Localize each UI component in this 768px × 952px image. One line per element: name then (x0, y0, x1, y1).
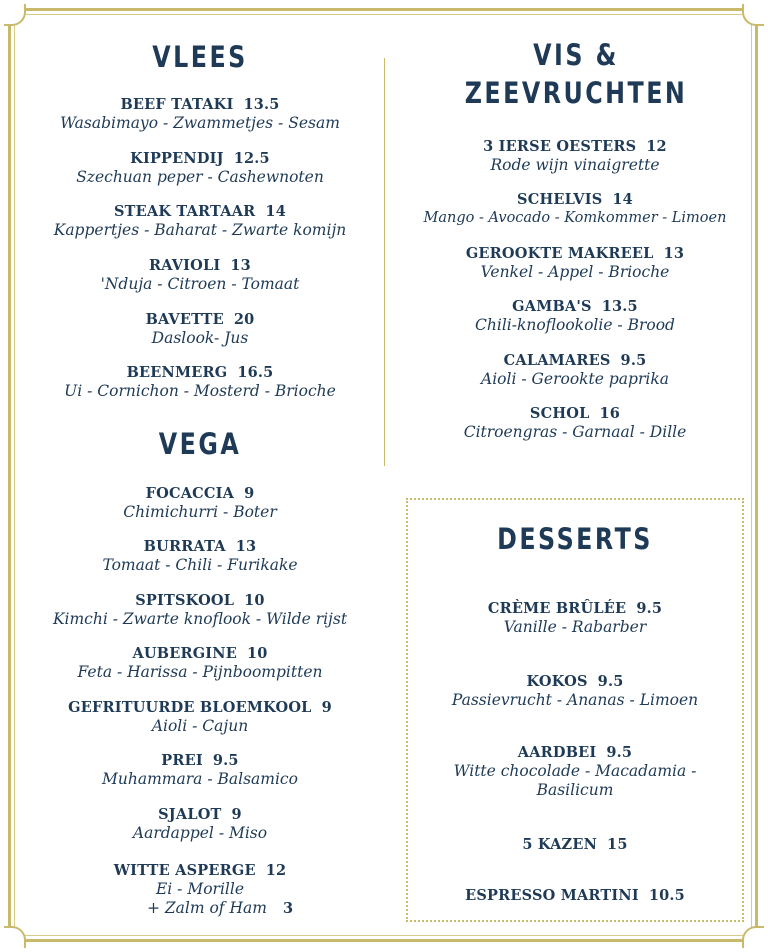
item-description: Kimchi - Zwarte knoflook - Wilde rijst (52, 610, 348, 628)
menu-item (30, 645, 370, 682)
menu-item (410, 836, 740, 854)
menu-item (410, 673, 740, 710)
item-description: Daslook- Jus (151, 329, 249, 347)
item-description: Muhammara - Balsamico (102, 770, 298, 788)
item-price: 9 (321, 699, 332, 716)
menu-item (410, 744, 740, 800)
item-price: 14 (265, 203, 286, 220)
item-description: Rode wijn vinaigrette (490, 156, 660, 174)
menu-item (400, 405, 750, 442)
item-name: GEROOKTE MAKREEL (465, 245, 654, 262)
section-title-desserts: DESSERTS (497, 522, 653, 556)
section-title-vis (437, 36, 716, 112)
menu-item (400, 245, 750, 282)
item-price: 12 (646, 138, 667, 155)
item-name: SCHELVIS (517, 191, 603, 208)
item-price: 9.5 (597, 673, 624, 690)
item-price: 13.5 (243, 96, 280, 113)
item-name: BEENMERG (126, 364, 228, 381)
item-extra (30, 899, 370, 918)
item-name: GEFRITUURDE BLOEMKOOL (68, 699, 312, 716)
item-description: Chimichurri - Boter (123, 503, 277, 521)
item-description: Chili-knoflookolie - Brood (475, 316, 675, 334)
item-price: 16.5 (237, 364, 274, 381)
item-description: Mango - Avocado - Komkommer - Limoen (423, 210, 727, 226)
item-name: 3 IERSE OESTERS (483, 138, 637, 155)
item-name: RAVIOLI (149, 257, 221, 274)
item-name: BEEF TATAKI (120, 96, 234, 113)
item-extra-label: + Zalm of Ham (146, 899, 267, 917)
menu-item (30, 96, 370, 133)
menu-item (30, 806, 370, 843)
menu-item (30, 203, 370, 240)
item-name: SCHOL (529, 405, 590, 422)
item-description: Aioli - Gerookte paprika (481, 370, 669, 388)
item-description: Wasabimayo - Zwammetjes - Sesam (60, 114, 340, 132)
item-price: 10.5 (648, 887, 685, 904)
item-description: Aardappel - Miso (132, 824, 268, 842)
item-name: CRÈME BRÛLÉE (487, 600, 627, 617)
item-name: WITTE ASPERGE (113, 862, 256, 879)
item-description: Passievrucht - Ananas - Limoen (451, 691, 699, 709)
menu-item (30, 538, 370, 575)
item-price: 12 (265, 862, 287, 879)
item-price: 13 (235, 538, 257, 555)
item-price: 15 (607, 836, 628, 853)
menu-item (30, 257, 370, 294)
desserts-box (406, 498, 744, 922)
item-description: Vanille - Rabarber (503, 618, 647, 636)
item-name: PREI (161, 752, 203, 769)
menu-item (30, 364, 370, 401)
item-name: GAMBA'S (512, 298, 592, 315)
item-name: ESPRESSO MARTINI (465, 887, 639, 904)
item-price: 12.5 (233, 150, 270, 167)
item-description: Venkel - Appel - Brioche (480, 263, 670, 281)
item-description: Ui - Cornichon - Mosterd - Brioche (64, 382, 336, 400)
item-price: 9.5 (212, 752, 239, 769)
item-price: 20 (233, 311, 255, 328)
item-price: 9 (244, 485, 255, 502)
item-description: Szechuan peper - Cashewnoten (76, 168, 324, 186)
menu-item (400, 352, 750, 389)
item-description: Aioli - Cajun (151, 717, 249, 735)
menu-item (410, 600, 740, 637)
item-price: 9.5 (636, 600, 663, 617)
item-description: Tomaat - Chili - Furikake (102, 556, 298, 574)
item-price: 16 (599, 405, 621, 422)
item-name: AUBERGINE (132, 645, 237, 662)
item-description: 'Nduja - Citroen - Tomaat (100, 275, 300, 293)
menu-item (400, 191, 750, 228)
corner-ornament (742, 926, 764, 948)
item-name: FOCACCIA (145, 485, 235, 502)
menu-item (30, 752, 370, 789)
item-name: SPITSKOOL (135, 592, 235, 609)
section-title-vlees: VLEES (152, 40, 248, 74)
item-price: 9.5 (606, 744, 633, 761)
item-name: BAVETTE (145, 311, 224, 328)
item-price: 10 (244, 592, 265, 609)
menu-item (410, 887, 740, 905)
item-name: STEAK TARTAAR (114, 203, 256, 220)
item-name: 5 KAZEN (522, 836, 598, 853)
item-description: Citroengras - Garnaal - Dille (463, 423, 687, 441)
item-name: BURRATA (143, 538, 226, 555)
section-title-line: ZEEVRUCHTEN (464, 76, 688, 110)
column-divider (384, 58, 385, 466)
item-name: KIPPENDIJ (130, 150, 224, 167)
menu-item (30, 862, 370, 918)
item-name: KOKOS (526, 673, 588, 690)
menu-item (30, 150, 370, 187)
item-description: Ei - Morille (155, 880, 245, 898)
item-price: 10 (246, 645, 268, 662)
menu-item (30, 592, 370, 629)
section-title-vega: VEGA (158, 427, 242, 461)
item-price: 14 (612, 191, 633, 208)
item-price: 13 (663, 245, 685, 262)
item-description: Kappertjes - Baharat - Zwarte komijn (53, 221, 347, 239)
menu-item (30, 699, 370, 736)
item-name: CALAMARES (503, 352, 611, 369)
section-title-line: VIS & (533, 38, 619, 72)
item-name: AARDBEI (517, 744, 597, 761)
menu-item (400, 138, 750, 175)
menu-item (400, 298, 750, 335)
item-price: 13.5 (601, 298, 638, 315)
menu-item (30, 311, 370, 348)
item-description: Witte chocolade - Macadamia - Basilicum (453, 762, 697, 799)
item-price: 9 (231, 806, 242, 823)
item-price: 13 (230, 257, 251, 274)
item-description: Feta - Harissa - Pijnboompitten (77, 663, 323, 681)
item-name: SJALOT (158, 806, 222, 823)
menu-item (30, 485, 370, 522)
item-extra-price: 3 (282, 900, 294, 917)
item-price: 9.5 (620, 352, 647, 369)
